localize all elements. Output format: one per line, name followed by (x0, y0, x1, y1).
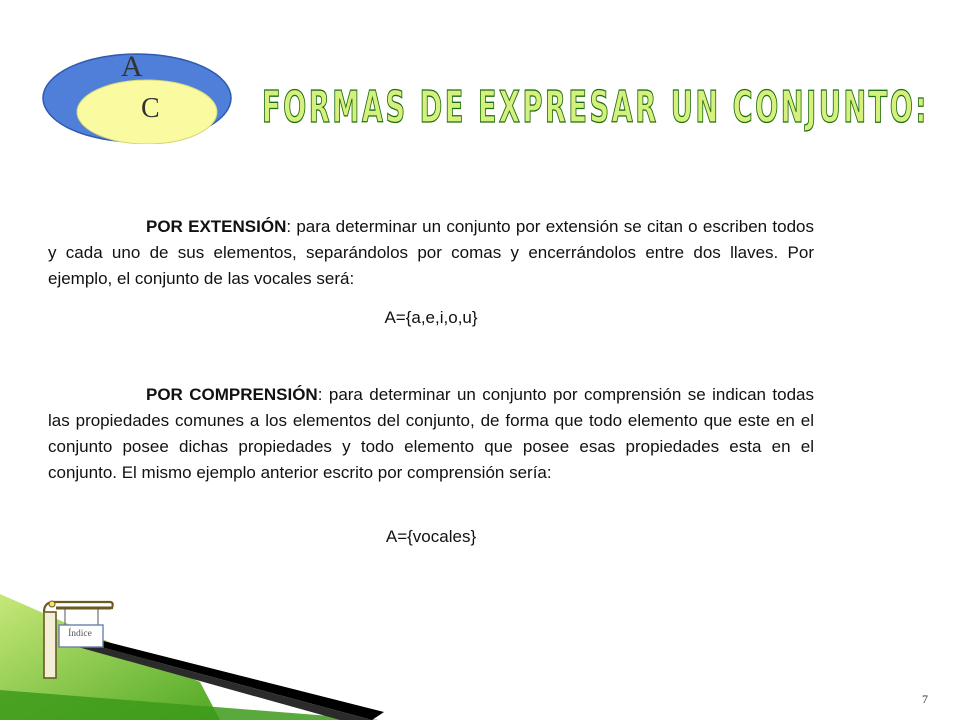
extension-example: A={a,e,i,o,u} (384, 308, 478, 327)
set-a-label: A (121, 50, 143, 83)
index-label: Índice (68, 629, 92, 639)
index-button[interactable] (40, 600, 114, 680)
extension-paragraph (48, 214, 814, 292)
comprehension-paragraph (48, 382, 814, 486)
page-title: FORMAS DE EXPRESAR UN CONJUNTO: (262, 82, 929, 133)
comprehension-example: A={vocales} (385, 527, 477, 546)
set-c-label: C (141, 93, 160, 124)
set-diagram-logo (40, 52, 234, 144)
extension-heading: POR EXTENSIÓN (146, 217, 287, 236)
extension-text: : para determinar un conjunto por extensión se citan o escriben todos y cada uno de sus elementos, separándolos por comas y encerrándolos entre dos llaves. Por ejemplo, el conjunto de las vocales será: (48, 217, 814, 288)
signpost-icon (40, 600, 114, 680)
comprehension-heading: POR COMPRENSIÓN (146, 385, 318, 404)
comprehension-text: : para determinar un conjunto por comprensión se indican todas las propiedades comunes a los elementos del conjunto, de forma que todo elemento que este en el conjunto posee dichas propiedades y todo elemento que posee esas propiedades esta en el conjunto. El mismo ejemplo anterior escrito por comprensión sería: (48, 385, 814, 482)
page-number: 7 (922, 692, 928, 706)
